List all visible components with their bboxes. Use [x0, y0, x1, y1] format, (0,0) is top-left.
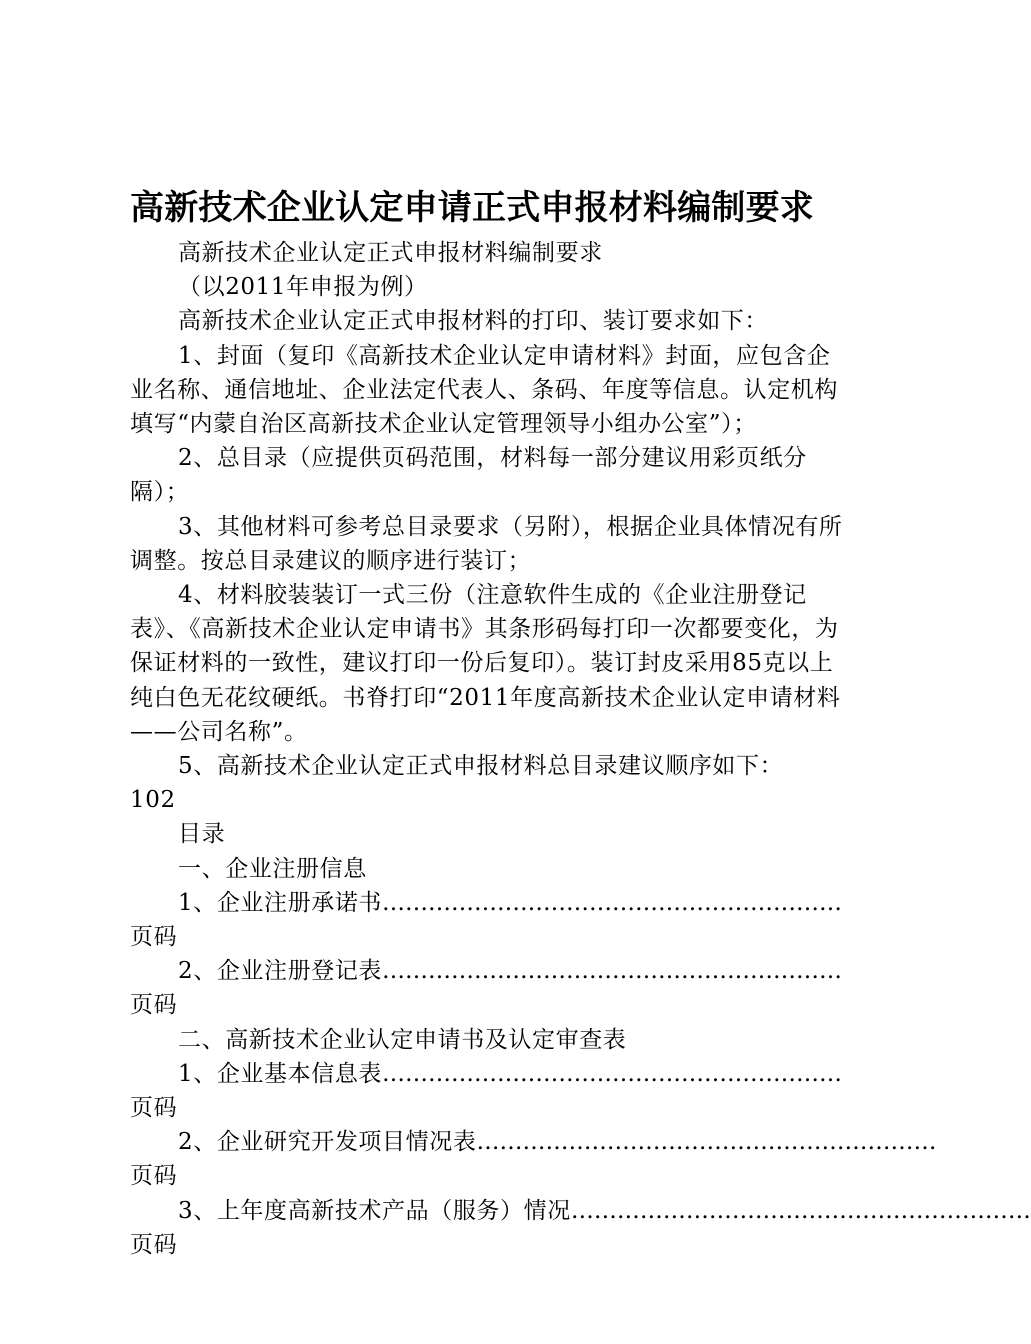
requirement-5: 5、高新技术企业认定正式申报材料总目录建议顺序如下：: [178, 753, 784, 780]
toc-section-2: 二、高新技术企业认定申请书及认定审查表: [178, 1026, 627, 1053]
toc-entry: [130, 1194, 1031, 1228]
toc-dot-leader: ……………………………………………………: [382, 1060, 843, 1087]
subtitle-note: （以2011年申报为例）: [178, 274, 428, 301]
toc-entry-label: 1、企业基本信息表: [178, 1060, 383, 1087]
toc-dot-leader: ……………………………………………………: [570, 1197, 1031, 1224]
toc-dot-leader: ……………………………………………………: [382, 958, 843, 985]
toc-entry-page: 页码: [130, 1095, 178, 1122]
toc-entry-label: 2、企业研究开发项目情况表: [178, 1129, 477, 1156]
subtitle: 高新技术企业认定正式申报材料编制要求: [178, 240, 603, 266]
document-body: [130, 236, 1031, 1262]
toc-section-1: 一、企业注册信息: [178, 855, 367, 882]
requirement-3: 3、其他材料可参考总目录要求（另附），根据企业具体情况有所调整。按总目录建议的顺序进行装订；: [130, 513, 843, 574]
toc-heading: 目录: [178, 821, 226, 848]
page-number: 102: [130, 787, 176, 814]
requirement-2: 2、总目录（应提供页码范围，材料每一部分建议用彩页纸分隔）；: [130, 445, 807, 506]
toc-entry-page: 页码: [130, 1163, 178, 1190]
toc-dot-leader: ……………………………………………………: [476, 1129, 937, 1156]
toc-entry: [130, 886, 850, 920]
toc-entry-label: 3、上年度高新技术产品（服务）情况: [178, 1197, 571, 1224]
toc-entry: [130, 1125, 937, 1159]
toc-entry: [130, 954, 850, 988]
toc-entry-page: 页码: [130, 1231, 178, 1258]
toc-entry: [130, 1057, 850, 1091]
requirement-1: 1、封面（复印《高新技术企业认定申请材料》封面，应包含企业名称、通信地址、企业法定代表人、条码、年度等信息。认定机构填写“内蒙自治区高新技术企业认定管理领导小组办公室”）；: [130, 342, 838, 438]
toc-entry-page: 页码: [130, 924, 178, 951]
requirement-4: 4、材料胶装装订一式三份（注意软件生成的《企业注册登记表》、《高新技术企业认定申请书》其条形码每打印一次都要变化，为保证材料的一致性，建议打印一份后复印）。装订封皮采用85克以上纯白色无花纹硬纸。书脊打印“2011年度高新技术企业认定申请材料——公司名称”。: [130, 582, 841, 745]
document-title: 高新技术企业认定申请正式申报材料编制要求: [130, 188, 814, 228]
toc-entry-label: 1、企业注册承诺书: [178, 889, 383, 916]
toc-dot-leader: ……………………………………………………: [382, 889, 843, 916]
requirements-intro: 高新技术企业认定正式申报材料的打印、装订要求如下：: [178, 308, 768, 335]
toc-entry-label: 2、企业注册登记表: [178, 958, 383, 985]
toc-entry-page: 页码: [130, 992, 178, 1019]
